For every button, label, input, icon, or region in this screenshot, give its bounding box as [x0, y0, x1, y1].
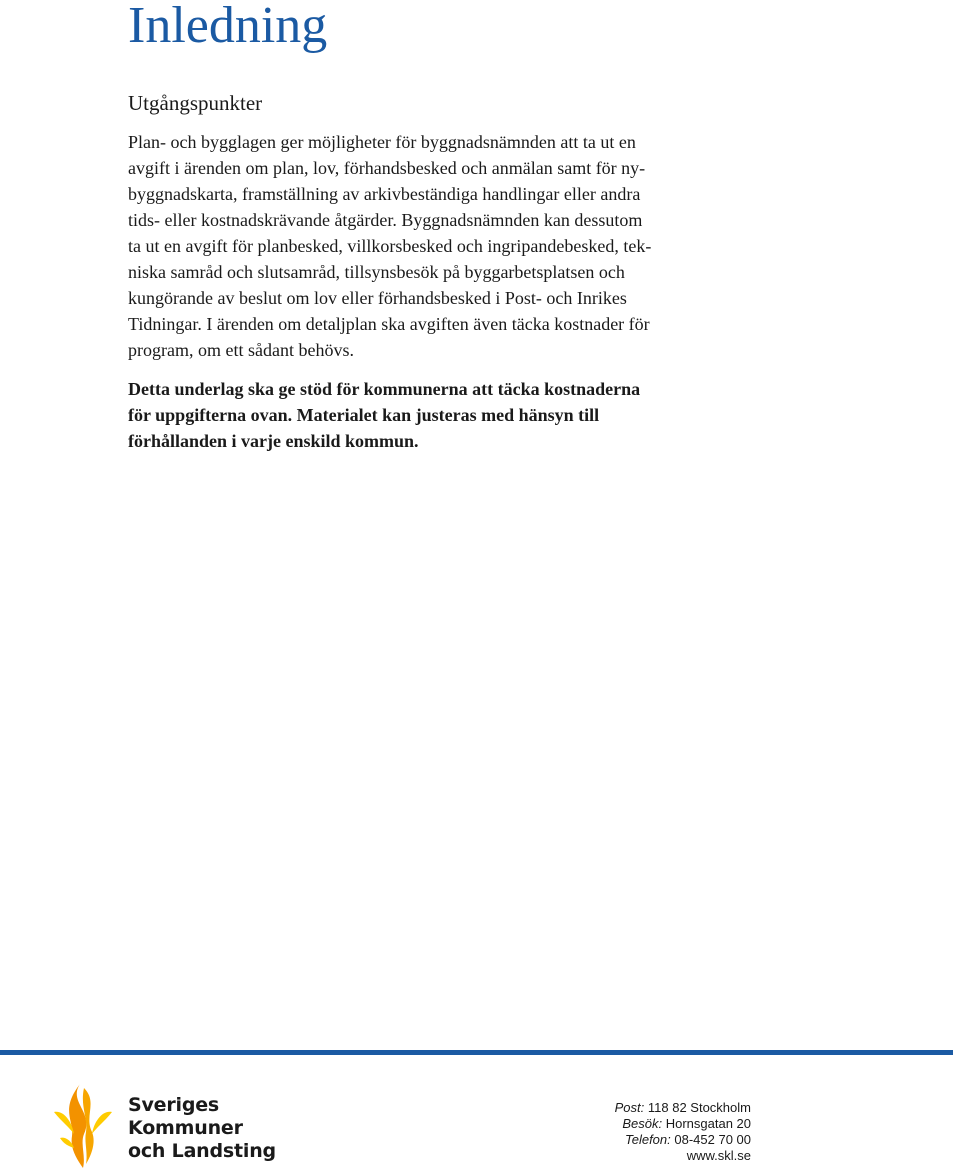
- paragraph-line: tids- eller kostnadskrävande åtgärder. Byggnadsnämnden kan dessutom: [128, 210, 643, 230]
- paragraph-line: Plan- och bygglagen ger möjligheter för byggnadsnämnden att ta ut en: [128, 132, 636, 152]
- paragraph-line: ta ut en avgift för planbesked, villkorsbesked och ingripandebesked, tek-: [128, 236, 652, 256]
- intro-paragraph: [128, 129, 651, 363]
- paragraph-line: program, om ett sådant behövs.: [128, 340, 354, 360]
- paragraph-line: avgift i ärenden om plan, lov, förhandsbesked och anmälan samt för ny-: [128, 158, 646, 178]
- bold-line: Detta underlag ska ge stöd för kommunerna att täcka kostnaderna: [128, 379, 641, 399]
- logo-line: Kommuner: [128, 1117, 243, 1139]
- logo-line: och Landsting: [128, 1140, 276, 1162]
- logo-line: Sveriges: [128, 1094, 220, 1116]
- visit-value: Hornsgatan 20: [665, 1116, 751, 1131]
- post-label: Post:: [614, 1100, 645, 1115]
- post-value: 118 82 Stockholm: [647, 1100, 751, 1115]
- post-row: [615, 1100, 751, 1116]
- paragraph-line: niska samråd och slutsamråd, tillsynsbesök på byggarbetsplatsen och: [128, 262, 625, 282]
- page-title: Inledning: [128, 0, 328, 54]
- website-link[interactable]: www.skl.se: [686, 1148, 751, 1163]
- phone-value: 08-452 70 00: [674, 1132, 751, 1147]
- visit-label: Besök:: [622, 1116, 663, 1131]
- footer-divider: [0, 1050, 953, 1055]
- paragraph-line: Tidningar. I ärenden om detaljplan ska avgiften även täcka kostnader för: [128, 314, 650, 334]
- phone-row: [615, 1132, 751, 1148]
- phone-label: Telefon:: [624, 1132, 671, 1147]
- skl-logo-text: [128, 1094, 276, 1163]
- paragraph-line: byggnadskarta, framställning av arkivbeständiga handlingar eller andra: [128, 184, 641, 204]
- section-heading: Utgångspunkter: [128, 91, 263, 115]
- bold-line: förhållanden i varje enskild kommun.: [128, 431, 419, 451]
- skl-logo-icon: [50, 1082, 116, 1170]
- paragraph-line: kungörande av beslut om lov eller förhandsbesked i Post- och Inrikes: [128, 288, 627, 308]
- visit-row: [615, 1116, 751, 1132]
- bold-paragraph: [128, 376, 640, 454]
- bold-line: för uppgifterna ovan. Materialet kan justeras med hänsyn till: [128, 405, 600, 425]
- contact-block: [615, 1100, 751, 1164]
